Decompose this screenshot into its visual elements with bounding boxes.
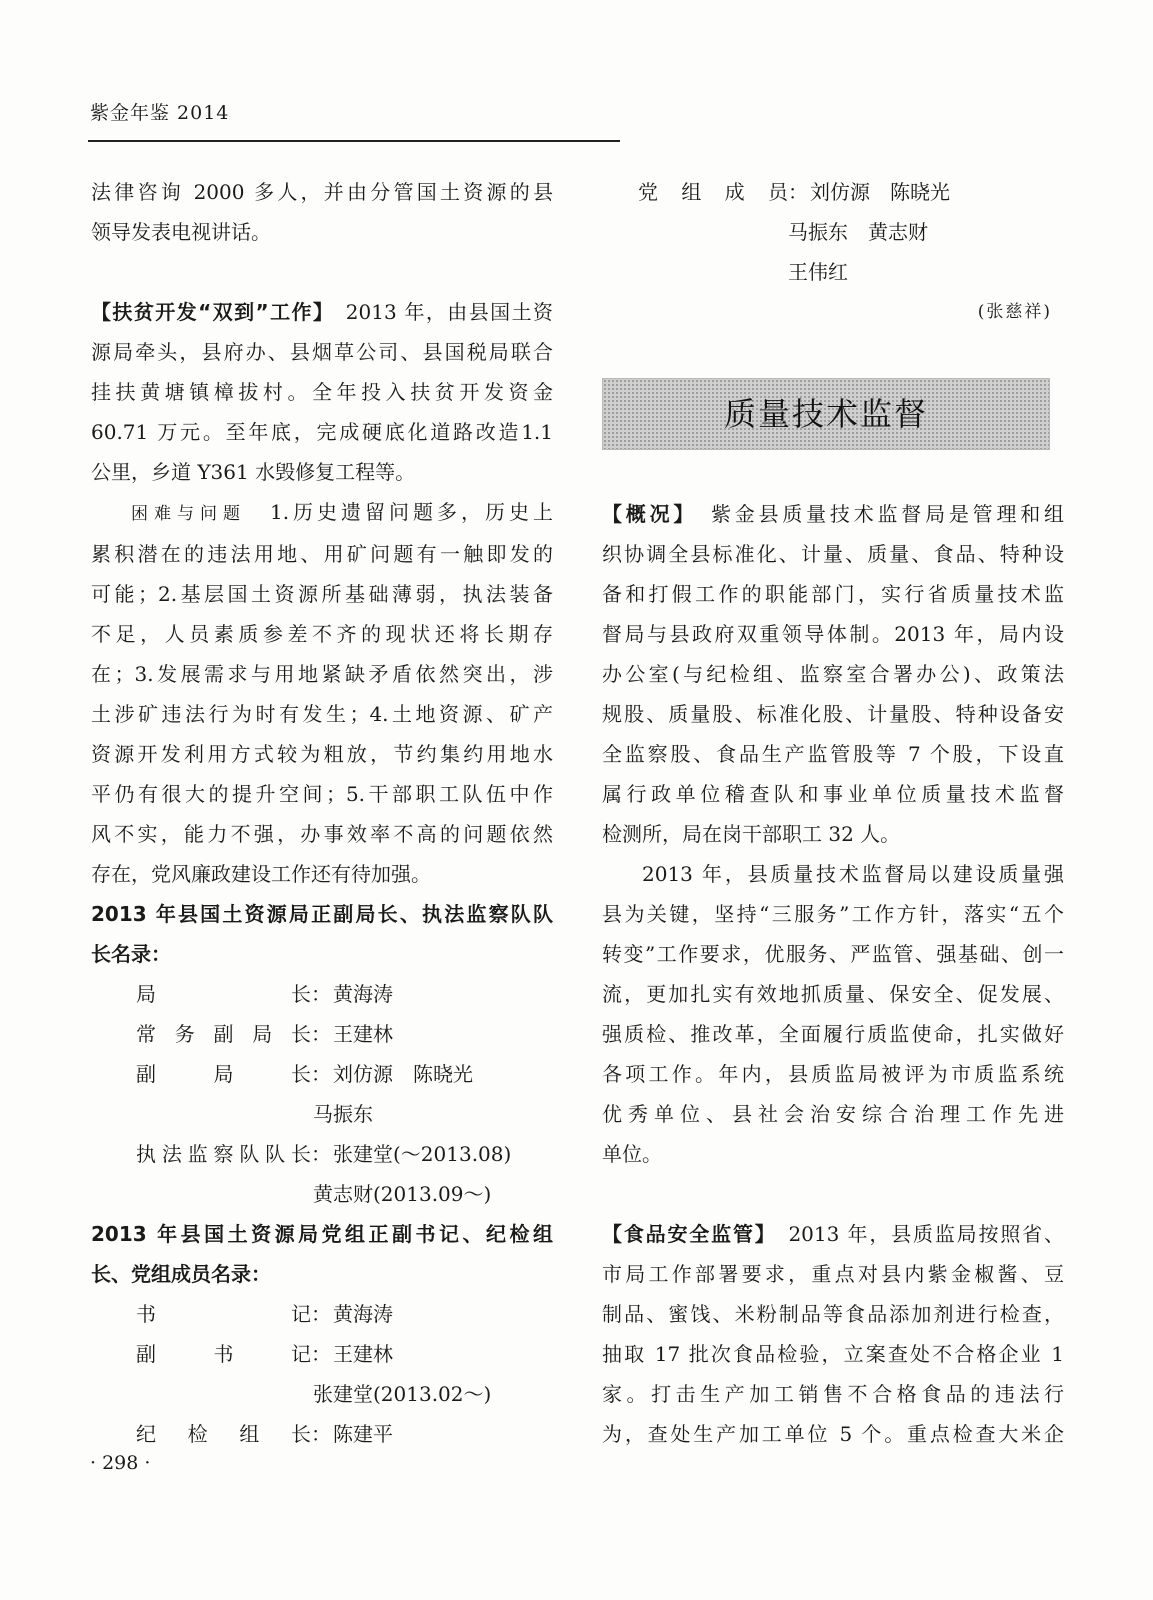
roster-label: 常务副局长 xyxy=(136,1022,311,1046)
roster-colon: ： xyxy=(311,1342,331,1366)
section-banner xyxy=(602,378,1050,450)
roster-names: 陈建平 xyxy=(333,1422,393,1446)
text-line: 办公室(与纪检组、监察室合署办公)、政策法 xyxy=(602,662,1064,686)
section-heading-poverty: 【扶贫开发“双到”工作】 xyxy=(91,300,325,324)
text-line: 2013 年，县质量技术监督局以建设质量强 xyxy=(642,862,1064,886)
text-line: 各项工作。年内，县质监局被评为市质监系统 xyxy=(602,1062,1064,1086)
text-line: 存在，党风廉政建设工作还有待加强。 xyxy=(91,862,431,886)
text-line: 可能；2.基层国土资源所基础薄弱，执法装备 xyxy=(91,582,553,606)
right-column xyxy=(602,172,1064,1454)
roster-label: 纪检组长 xyxy=(136,1422,311,1446)
author-credit: (张慈祥) xyxy=(977,302,1052,322)
text-line: 备和打假工作的职能部门，实行省质量技术监 xyxy=(602,582,1064,606)
roster-names: 王建林 xyxy=(333,1342,393,1366)
text-line: 土涉矿违法行为时有发生；4.土地资源、矿产 xyxy=(91,702,553,726)
roster-row xyxy=(91,1054,553,1094)
text-line: 法律咨询 2000 多人，并由分管国土资源的县 xyxy=(91,180,553,204)
roster-label: 执法监察队队长 xyxy=(136,1142,311,1166)
roster-colon: ： xyxy=(311,982,331,1006)
roster-colon: ： xyxy=(311,1142,331,1166)
section-first-line xyxy=(91,292,553,332)
section-first-line xyxy=(602,1214,1064,1254)
text-line: 规股、质量股、标准化股、计量股、特种设备安 xyxy=(602,702,1064,726)
roster-colon: ： xyxy=(788,180,808,204)
roster-label: 副书记 xyxy=(136,1342,311,1366)
roster-title: 长名录： xyxy=(91,942,171,966)
text-line: 单位。 xyxy=(602,1142,662,1166)
text-line: 优秀单位、县社会治安综合治理工作先进 xyxy=(602,1102,1064,1126)
roster-row xyxy=(91,1334,553,1374)
text-line: 抽取 17 批次食品检验，立案查处不合格企业 1 xyxy=(602,1342,1064,1366)
roster-title: 长、党组成员名录： xyxy=(91,1262,271,1286)
text-line: 督局与县政府双重领导体制。2013 年，局内设 xyxy=(602,622,1064,646)
text-span: 2013 年，县质监局按照省、 xyxy=(788,1222,1064,1246)
roster-row xyxy=(602,172,1064,212)
header-rule xyxy=(88,140,620,142)
roster-title: 2013 年县国土资源局正副局长、执法监察队队 xyxy=(91,902,553,926)
text-line: 源局牵头，县府办、县烟草公司、县国税局联合 xyxy=(91,340,553,364)
roster-names: 王建林 xyxy=(333,1022,393,1046)
roster-names: 黄海涛 xyxy=(333,982,393,1006)
roster-row xyxy=(91,974,553,1014)
roster-colon: ： xyxy=(311,1302,331,1326)
roster-names: 刘仿源 陈晓光 xyxy=(333,1062,473,1086)
roster-colon: ： xyxy=(311,1422,331,1446)
text-line: 60.71 万元。至年底，完成硬底化道路改造1.1 xyxy=(91,420,553,444)
page-number: · 298 · xyxy=(90,1452,151,1474)
text-line: 在；3.发展需求与用地紧缺矛盾依然突出，涉 xyxy=(91,662,553,686)
text-line: 强质检、推改革，全面履行质监使命，扎实做好 xyxy=(602,1022,1064,1046)
text-span: 1.历史遗留问题多，历史上 xyxy=(269,500,554,524)
text-line: 市局工作部署要求，重点对县内紫金椒酱、豆 xyxy=(602,1262,1064,1286)
roster-row xyxy=(91,1414,553,1454)
text-line: 挂扶黄塘镇樟拔村。全年投入扶贫开发资金 xyxy=(91,380,553,404)
roster-label: 副局长 xyxy=(136,1062,311,1086)
roster-row xyxy=(91,1134,553,1174)
roster-names-continued: 张建堂(2013.02～) xyxy=(313,1382,492,1406)
roster-row xyxy=(91,1014,553,1054)
left-column xyxy=(91,172,553,1454)
text-line: 领导发表电视讲话。 xyxy=(91,220,271,244)
roster-title: 2013 年县国土资源局党组正副书记、纪检组 xyxy=(91,1222,553,1246)
text-line: 为，查处生产加工单位 5 个。重点检查大米企 xyxy=(602,1422,1064,1446)
text-line: 检测所，局在岗干部职工 32 人。 xyxy=(602,822,901,846)
roster-row xyxy=(91,1294,553,1334)
text-line: 织协调全县标准化、计量、质量、食品、特种设 xyxy=(602,542,1064,566)
text-span: 紫金县质量技术监督局是管理和组 xyxy=(710,502,1065,526)
text-line: 资源开发利用方式较为粗放，节约集约用地水 xyxy=(91,742,553,766)
text-line: 属行政单位稽查队和事业单位质量技术监督 xyxy=(602,782,1064,806)
text-line: 不足，人员素质参差不齐的现状还将长期存 xyxy=(91,622,553,646)
text-line: 流，更加扎实有效地抓质量、保安全、促发展、 xyxy=(602,982,1064,1006)
text-line: 县为关键，坚持“三服务”工作方针，落实“五个 xyxy=(602,902,1064,926)
roster-colon: ： xyxy=(311,1022,331,1046)
roster-names: 黄海涛 xyxy=(333,1302,393,1326)
roster-names-continued: 王伟红 xyxy=(788,260,848,284)
roster-names: 张建堂(～2013.08) xyxy=(333,1142,512,1166)
section-first-line xyxy=(602,494,1064,534)
running-header: 紫金年鉴 2014 xyxy=(90,102,230,124)
section-banner-title: 质量技术监督 xyxy=(723,395,928,433)
problems-label: 困难与问题 xyxy=(131,504,246,524)
text-span: 2013 年，由县国土资 xyxy=(345,300,553,324)
roster-colon: ： xyxy=(311,1062,331,1086)
text-line: 转变”工作要求，优服务、严监管、强基础、创一 xyxy=(602,942,1064,966)
text-line: 风不实，能力不强，办事效率不高的问题依然 xyxy=(91,822,553,846)
roster-names-continued: 黄志财(2013.09～) xyxy=(313,1182,492,1206)
text-line: 公里，乡道 Y361 水毁修复工程等。 xyxy=(91,460,416,484)
text-line: 家。打击生产加工销售不合格食品的违法行 xyxy=(602,1382,1064,1406)
text-line: 平仍有很大的提升空间；5.干部职工队伍中作 xyxy=(91,782,553,806)
section-first-line xyxy=(91,492,553,534)
roster-label: 党组成员 xyxy=(638,180,788,204)
roster-names: 刘仿源 陈晓光 xyxy=(810,180,950,204)
roster-label: 书记 xyxy=(136,1302,311,1326)
roster-names-continued: 马振东 黄志财 xyxy=(788,220,928,244)
section-heading-overview: 【概况】 xyxy=(602,502,688,526)
text-line: 全监察股、食品生产监管股等 7 个股，下设直 xyxy=(602,742,1064,766)
text-line: 累积潜在的违法用地、用矿问题有一触即发的 xyxy=(91,542,553,566)
roster-label: 局长 xyxy=(136,982,311,1006)
text-line: 制品、蜜饯、米粉制品等食品添加剂进行检查， xyxy=(602,1302,1064,1326)
roster-names-continued: 马振东 xyxy=(313,1102,373,1126)
section-heading-food-safety: 【食品安全监管】 xyxy=(602,1222,767,1246)
